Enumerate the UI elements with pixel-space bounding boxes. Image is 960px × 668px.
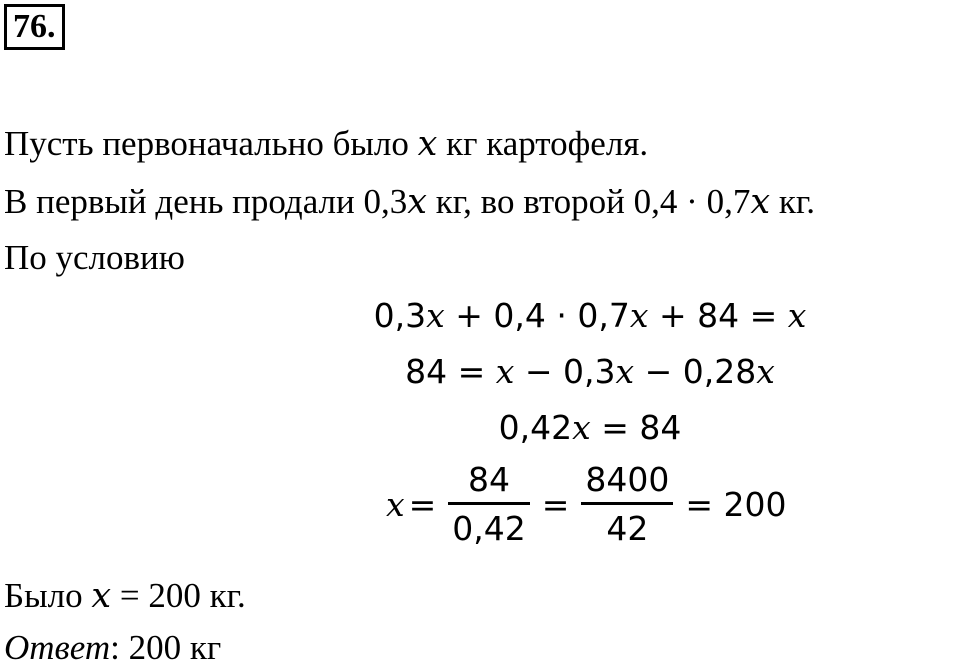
equation-2 [0,352,960,392]
fraction-2 [581,462,673,547]
variable-x: x [756,352,775,391]
eq-part: 0,42 [498,408,573,447]
eq-part: − 0,3 [514,352,616,391]
text-line-1 [4,124,648,164]
fraction-denominator: 42 [606,509,649,548]
eq-part: + 0,4 · 0,7 [444,296,630,335]
variable-x: x [615,352,635,391]
equals-sign: = [408,485,437,524]
result-line [4,576,246,616]
text-line-3: По условию [4,238,185,277]
answer-line [4,628,221,668]
result-value: = 200 [685,485,787,524]
text-segment: В первый день продали 0,3 [4,182,408,221]
variable-x: x [495,352,515,391]
eq-part: 84 = [405,352,496,391]
fraction-denominator: 0,42 [452,509,526,548]
answer-label: Ответ [4,628,111,667]
variable-x: x [426,296,445,335]
variable-x: x [629,296,649,335]
text-segment: кг. [770,182,815,221]
text-segment: кг картофеля. [437,124,649,163]
eq-part: = 84 [590,408,682,447]
variable-x: x [407,182,427,222]
text-line-2 [4,182,815,222]
variable-x: x [386,485,405,524]
equals-sign: = [541,485,570,524]
fraction-numerator: 8400 [585,460,670,499]
eq-part: 0,3 [373,296,427,335]
fraction-1 [448,462,529,547]
variable-x: x [572,408,591,447]
text-segment: кг, во второй 0,4 · 0,7 [427,182,751,221]
variable-x: x [417,124,438,164]
variable-x: x [787,296,807,335]
equation-1 [0,296,960,336]
problem-number: 76. [4,4,65,50]
text-segment: = 200 кг. [111,576,246,615]
eq-part: − 0,28 [634,352,757,391]
text-segment: Было [4,576,92,615]
answer-value: : 200 кг [110,628,222,667]
variable-x: x [750,182,771,222]
eq-part: + 84 = [648,296,788,335]
equation-3 [0,408,960,448]
text-segment: Пусть первоначально было [4,124,418,163]
fraction-numerator: 84 [468,460,511,499]
variable-x: x [91,576,112,616]
equation-4 [386,462,791,547]
